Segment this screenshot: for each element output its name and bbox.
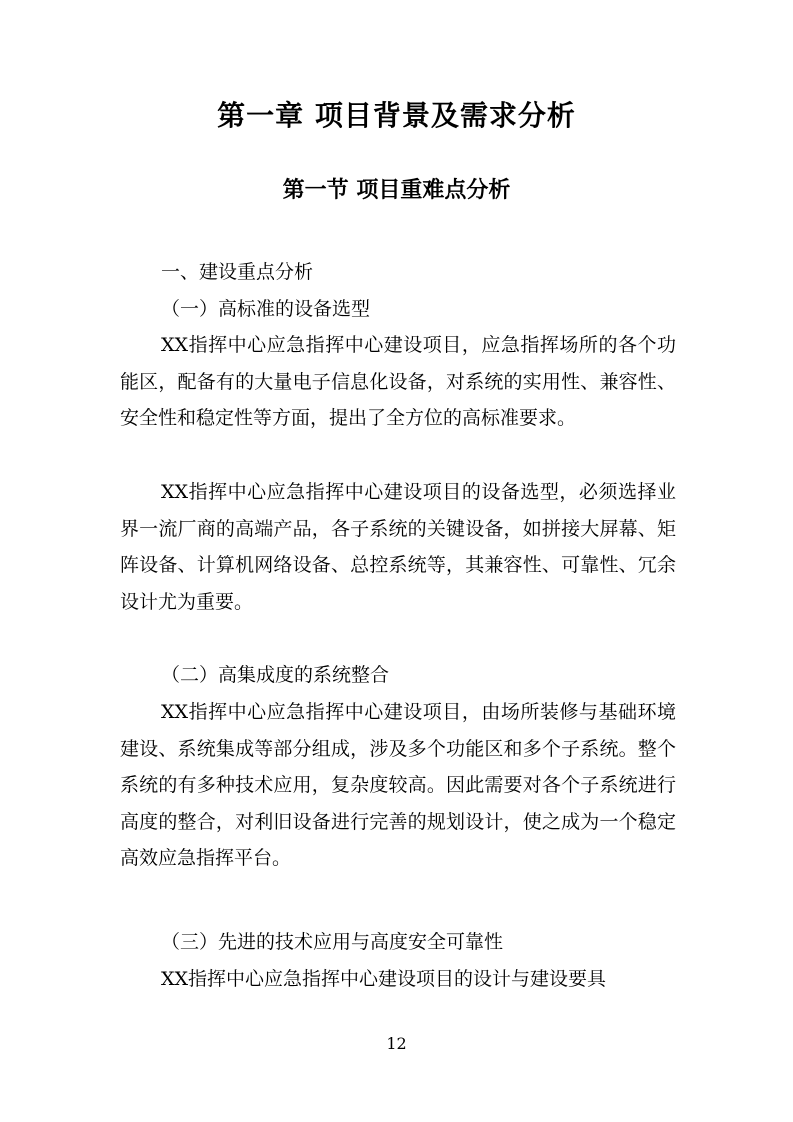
paragraph-equipment-selection: XX指挥中心应急指挥中心建设项目的设备选型，必须选择业界一流厂商的高端产品，各子系统的关键设备，如拼接大屏幕、矩阵设备、计算机网络设备、总控系统等，其兼容性、可靠性、冗余设计尤为重要。 [120,481,676,613]
paragraph-design-construction: XX指挥中心应急指挥中心建设项目的设计与建设要具 [161,968,607,990]
subheading-equipment-selection: （一）高标准的设备选型 [161,298,371,320]
heading-construction-focus: 一、建设重点分析 [161,261,314,283]
subheading-system-integration: （二）高集成度的系统整合 [161,664,390,686]
paragraph-equipment-requirements: XX指挥中心应急指挥中心建设项目，应急指挥场所的各个功能区，配备有的大量电子信息化设备，对系统的实用性、兼容性、安全性和稳定性等方面，提出了全方位的高标准要求。 [120,334,676,429]
chapter-title: 第一章 项目背景及需求分析 [217,99,576,132]
paragraph-system-integration: XX指挥中心应急指挥中心建设项目，由场所装修与基础环境建设、系统集成等部分组成，涉及多个功能区和多个子系统。整个系统的有多种技术应用，复杂度较高。因此需要对各个子系统进行高度的整合，对利旧设备进行完善的规划设计，使之成为一个稳定高效应急指挥平台。 [120,701,676,869]
section-title: 第一节 项目重难点分析 [282,177,511,203]
subheading-technology-security: （三）先进的技术应用与高度安全可靠性 [161,931,504,953]
page-number: 12 [386,1034,407,1053]
